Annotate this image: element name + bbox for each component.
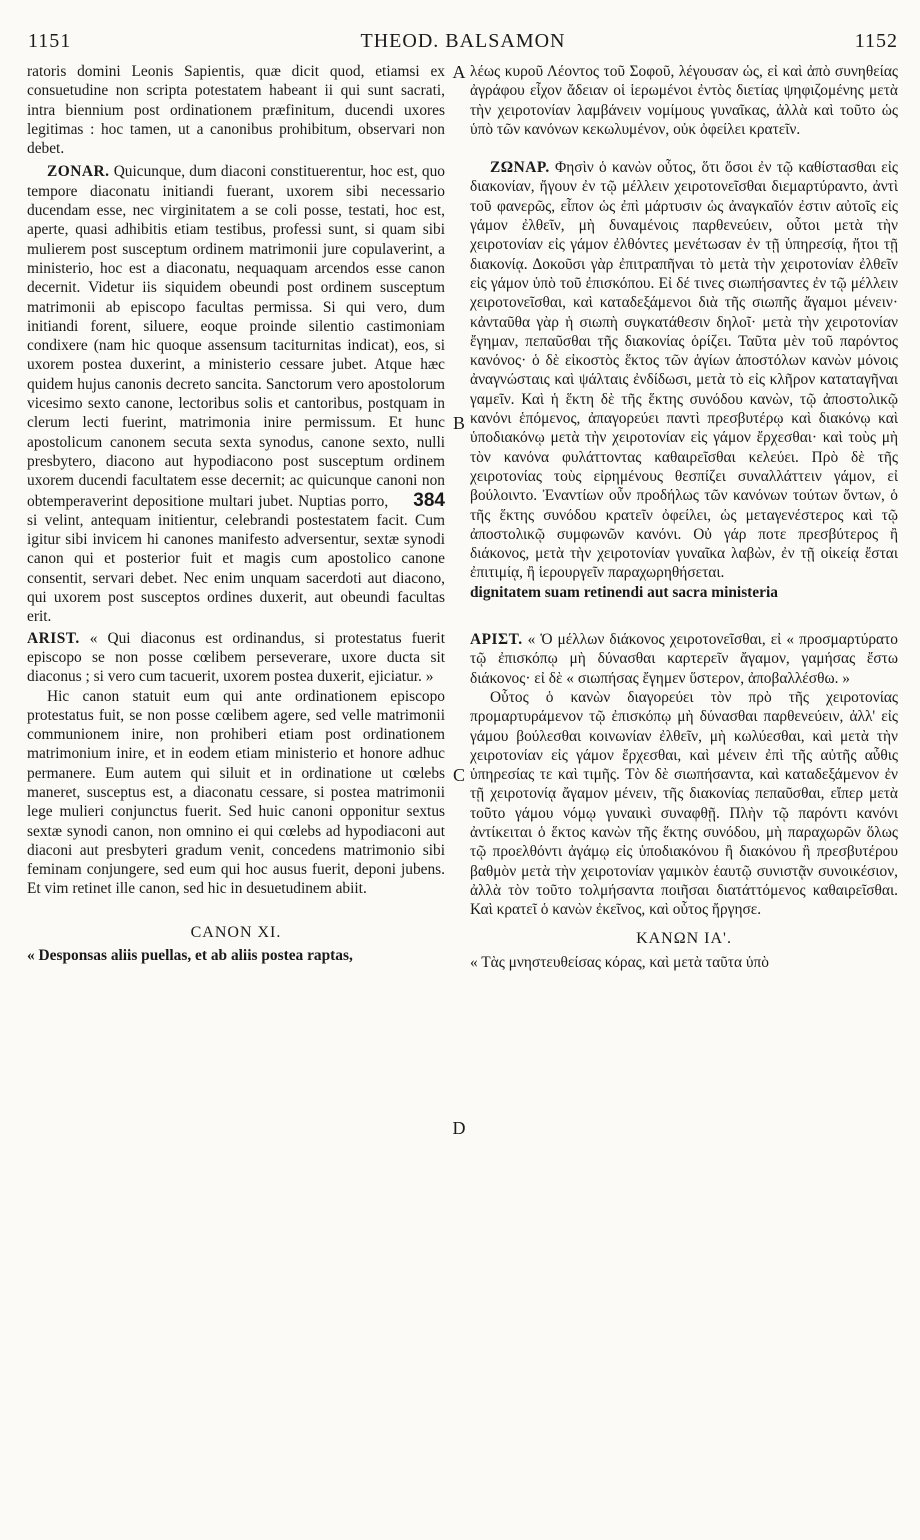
greek-zonar-paragraph bbox=[470, 158, 898, 583]
latin-arist-quote bbox=[27, 629, 445, 687]
section-marker-c: C bbox=[452, 765, 465, 785]
latin-arist-comment: Hic canon statuit eum qui ante ordinationem episcopo protestatus fuit, se non posse cœlibem agere, sed velle matrimonii communionem inire, non prohiberi etiam post ordinationem matrimonium inire, et in eodem etiam ministerio et honore adhuc permanere. Eum autem qui siluit et in ordinatione ut cœlebs maneret, susceptus est, a diaconatu cessare, si postea matrimonii lege mulieri conjunctus fuerit. Sed huic canoni opponitur sextus sextæ synodi canon, non omnino ei qui cœlebs ad hypodiaconi aut diaconi aut presbyteri gradum venit, concedens matrimonio sibi feminam conjungere, sed eum qui hoc ausus fuerit, deponi jubens. Et vim retinet ille canon, sed hic in desuetudinem abiit. bbox=[27, 687, 445, 898]
arist-label-greek: ΑΡΙΣΤ. bbox=[470, 631, 523, 649]
canon-start-latin: « Desponsas aliis puellas, et ab aliis postea raptas, bbox=[27, 947, 353, 965]
arist-label: ARIST. bbox=[27, 629, 80, 647]
page-header bbox=[28, 30, 898, 62]
greek-arist-comment: Οὗτος ὁ κανὼν διαγορεύει τὸν πρὸ τῆς χειροτονίας προμαρτυράμενον τῷ ἐπισκόπῳ μὴ δύνασθαι παρθενεύειν, ἀλλ' εἰς γάμου βούλεσθαι κοινωνίαν ἐλθεῖν, μὴ κωλύεσθαι, καὶ μετὰ τὴν χειροτονίαν εἰς γάμον ἔρχεσθαι, καὶ μένειν ἐπὶ τῆς αὐτῆς αὖθις ὑπηρεσίας τε καὶ τιμῆς. Τὸν δὲ σιωπήσαντα, καὶ καταδεξάμενον ἐν τῇ χειροτονίᾳ ἄγαμον μένειν, τῆς διακονίας πεπαῦσθαι, εἴπερ μετὰ τοῦτο γάμου νόμῳ γυναικὶ συναφθῇ. Πλὴν τῷ παρόντι κανόνι ἀντίκειται ὁ ἕκτος κανὼν τῆς ἕκτης συνόδου, μὴ παραχωρῶν ὅλως τῷ προελθόντι ἀγάμῳ εἰς ὑποδιακόνου ἢ διακόνου ἢ πρεσβυτέρου βαθμὸν μετὰ τὴν χειροτονίαν γαμικὸν ἑαυτῷ συνιστᾷν συνοικέσιον, ἀλλὰ τὸν τοῦτο τολμήσαντα ποιῆσαι διατάττόμενος καθαιρεῖσθαι. Καὶ κρατεῖ ὁ κανὼν ἐκεῖνος, καὶ οὗτος ἤργησε. bbox=[470, 688, 898, 919]
zonar-text: Quicunque, dum diaconi constituerentur, hoc est, quo tempore diaconatu initiandi fuerant, uxorem sibi necessario ducendam esse, nec virginitatem a se coli posse, testati, hoc est, aperte, quasi adhibitis etiam testibus, professi sunt, si quam sibi mulierem post susceptum ordinem matrimonii jure copulaverint, a ministerio, hoc est a diaconatu, nequaquam arcendos esse canon decernit. Videtur iis siquidem obeundi post ordinem susceptum matrimonii ab episcopo facultas permissa. Si qui vero, dum initiandi forent, siluere, eoque proinde silentio castimoniam condixere (nam hic quoque assensum taciturnitas indicat), eos, si uxorem postea duxerint, a ministerio cessare jubet. Atque hæc quidem hujus canonis decreto sancita. Sanctorum vero apostolorum vicesimo sexto canone, lectoribus solis et cantoribus, postquam in clerum lecti fuerint, matrimonia inire permissum. Et hunc apostolicum canonem secuta sexta synodus, canone sexto, nulli presbytero, diacono aut hypodiacono post susceptum ordinem uxorem ducendi facultatem esse decernit; ac quicunque canoni non obtemperaverint depositione multari jubet. Nuptias porro, bbox=[27, 163, 445, 510]
canon-title-latin: CANON XI. bbox=[190, 923, 282, 941]
running-title: THEOD. BALSAMON bbox=[360, 30, 566, 52]
zonar-text-cont: si velint, antequam initientur, celebrandi postestatem facit. Cum igitur sibi invicem hi canones manifesto adversentur, sextæ synodi canon qui et posterior fuit et magis cum apostolico canone consentit, servari debet. Nec enim unquam sacerdoti aut diacono, qui uxorem post susceptos ordines duxerit, aut obeundi facultas erit. bbox=[27, 511, 445, 626]
page-number-right: 1152 bbox=[854, 30, 898, 52]
arist-quote-text: « Qui diaconus est ordinandus, si protestatus fuerit episcopo se non posse cœlibem perseverare, uxore ducta sit diaconus ; si vero cum tacuerit, uxorem postea duxerit, ejiciatur. » bbox=[27, 629, 445, 686]
latin-zonar-paragraph bbox=[27, 162, 445, 626]
column-number: 384 bbox=[413, 489, 445, 511]
canon-start-greek: « Τὰς μνηστευθείσας κόρας, καὶ μετὰ ταῦτα ὑπὸ bbox=[470, 953, 769, 971]
section-marker-a: A bbox=[452, 62, 466, 82]
page-number-left: 1151 bbox=[28, 30, 72, 52]
latin-column bbox=[27, 62, 445, 965]
section-marker-d: D bbox=[452, 1118, 466, 1138]
arist-quote-text-greek: « Ὁ μέλλων διάκονος χειροτονεῖσθαι, εἰ « προσμαρτύρατο τῷ ἐπισκόπῳ μὴ δύνασθαι καρτερεῖν ἄγαμον, γαμήσας ἔστω διάκονος· εἰ δὲ « σιωπήσας ἔγημεν ὕστερον, ἀποβαλλέσθω. » bbox=[470, 631, 898, 687]
canon-title-greek: ΚΑΝΩΝ ΙΑ'. bbox=[636, 930, 732, 948]
greek-paragraph-1: λέως κυροῦ Λέοντος τοῦ Σοφοῦ, λέγουσαν ὡς, εἰ καὶ ἀπὸ συνηθείας ἀγράφου εἶχον ἄδειαν οἱ ἱερωμένοι ἐντὸς διετίας ψηφιζομένης μετὰ τὴν χειροτονίαν λαμβάνειν νομίμους γυναῖκας, ἀλλὰ καὶ τοῦτο ὡς ὑπὸ τῶν κανόνων κεκωλυμένον, οὐκ ὀφείλει κρατεῖν. bbox=[470, 63, 898, 138]
section-marker-b: B bbox=[452, 413, 465, 433]
zonar-label-greek: ΖΩΝΑΡ. bbox=[490, 159, 550, 177]
latin-tail-line: dignitatem suam retinendi aut sacra ministeria bbox=[470, 583, 778, 601]
latin-paragraph-1: ratoris domini Leonis Sapientis, quæ dicit quod, etiamsi ex consuetudine non scripta potestatem habeant ii qui sunt sacrati, intra biennium post ordinationem præfinitum, ducendi uxores legitimas : hoc tamen, ut a canonibus prohibitum, observari non debet. bbox=[27, 63, 445, 158]
greek-column bbox=[470, 62, 898, 972]
zonar-text-greek: Φησὶν ὁ κανὼν οὗτος, ὅτι ὅσοι ἐν τῷ καθίστασθαι εἰς διακονίαν, ἤγουν ἐν τῷ μέλλειν χειροτονεῖσθαι διεμαρτύραντο, ἀντὶ τοῦ φανερῶς, εἶπον ὡς ἐπὶ μάρτυσιν ὡς ἀναγκαῖόν ἐστιν αὐτοῖς εἰς γάμον ἐλθεῖν, μὴ δυναμένοις παρθενεύειν, οὗτοι μετὰ τὴν χειροτονίαν εἰς γάμον ἐλθόντες μενέτωσαν ἐν τῇ ὑπηρεσίᾳ, ἤτοι τῇ διακονίᾳ. Δοκοῦσι γὰρ ἐπιτραπῆναι τὸ μετὰ τὴν χειροτονίαν ἐλθεῖν εἰς γάμον ὑπὸ τοῦ ἐπισκόπου. Εἰ δέ τινες σιωπήσαντες ἐν τῷ μέλλειν χειροτονεῖσθαι, καὶ καταδεξάμενοι διὰ τῆς σιωπῆς ἄγαμοι μένειν· κἀνταῦθα γὰρ ἡ σιωπὴ συγκατάθεσιν δηλοῖ· μετὰ τὴν χειροτονίαν ἔγημαν, πεπαῦσθαι τῆς διακονίας ὁρίζει. Ταῦτα μὲν τοῦ παρόντος κανόνος· ὁ δὲ εἰκοστὸς ἕκτος τῶν ἁγίων ἀποστόλων κανὼν μόνοις ἀναγνώσταις καὶ ψάλταις ἐνδίδωσι, μετὰ τὸ εἰς κλῆρον καταταγῆναι γαμεῖν. Καὶ ἡ ἕκτη δὲ τῆς ἕκτης συνόδου κανὼν, τῷ ἀποστολικῷ κανόνι ἑπόμενος, ἀπαγορεύει παντὶ πρεσβυτέρῳ καὶ διακόνῳ καὶ ὑποδιακόνῳ μετὰ τὴν χειροτονίαν εἰς γάμον ἔρχεσθαι· καὶ τοὺς μὴ τὸν κανόνα φυλάττοντας καθαιρεῖσθαι κελεύει. Πρὸ δὲ τῆς χειροτονίας τοὺς εἰρημένους θεσπίζει συναλλάττειν γάμον, εἰ βούλοιντο. Ἐναντίων οὖν προδήλως τῶν κανόνων τούτων ὄντων, ὁ τῆς ἕκτης συνόδου κρατεῖν ὀφείλει, ὡς μεταγενέστερος καὶ τῷ ἀποστολικῷ συμφωνῶν κανόνι. Οὐ γάρ ποτε πρεσβύτερος ἢ διάκονος, μετὰ τὴν χειροτονίαν γυναῖκα λαβὼν, ἐν τῇ οἰκείᾳ ἔσται ἐπιτιμίᾳ, ἢ ἱερουργεῖν παραχωρηθήσεται. bbox=[470, 159, 898, 582]
zonar-label: ZONAR. bbox=[47, 163, 110, 181]
greek-arist-quote bbox=[470, 630, 898, 688]
